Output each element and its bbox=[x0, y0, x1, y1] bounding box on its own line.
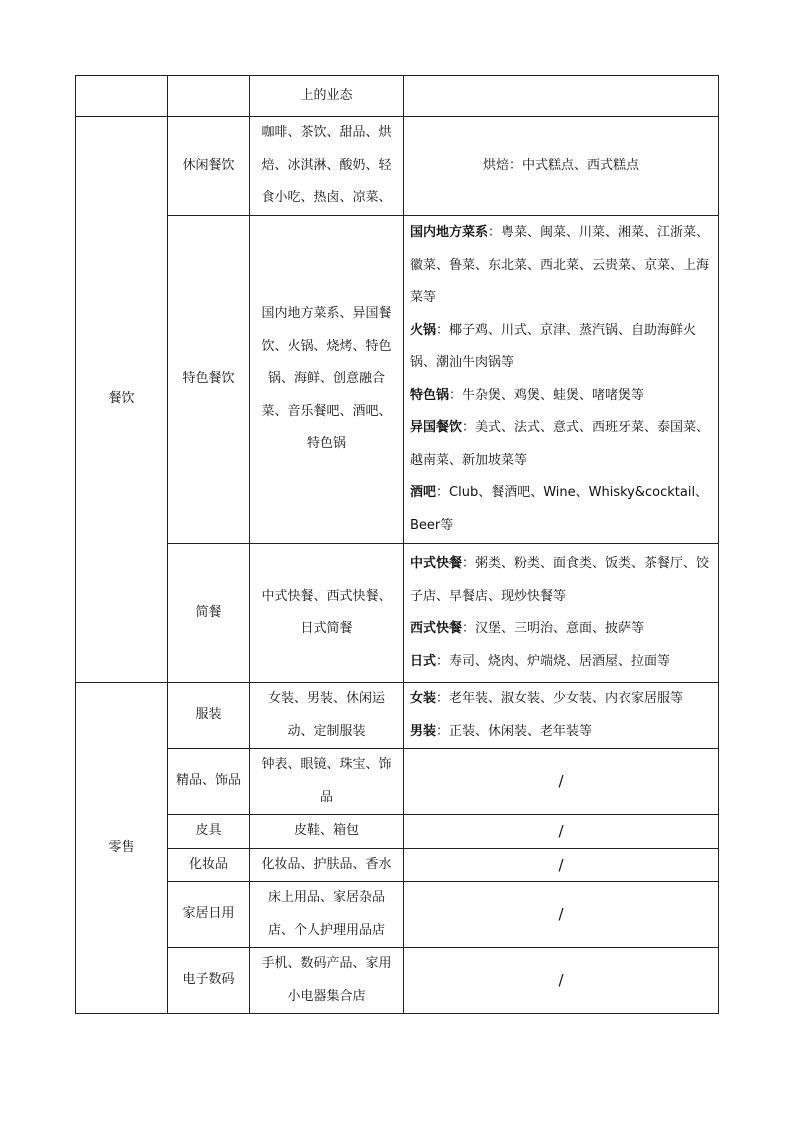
subcategory-cell: 简餐 bbox=[168, 544, 250, 683]
description-line bbox=[410, 613, 712, 646]
description-cell bbox=[404, 76, 719, 117]
description-cell: / bbox=[404, 749, 719, 815]
table-row bbox=[76, 948, 719, 1014]
description-line bbox=[410, 716, 712, 749]
description-line bbox=[410, 646, 712, 679]
scope-cell: 床上用品、家居杂品店、个人护理用品店 bbox=[250, 882, 404, 948]
description-cell: / bbox=[404, 815, 719, 849]
description-label: 异国餐饮 bbox=[410, 420, 463, 435]
description-text: ：汉堡、三明治、意面、披萨等 bbox=[462, 621, 645, 636]
description-line bbox=[410, 477, 712, 542]
table-row bbox=[76, 76, 719, 117]
description-cell: 烘焙：中式糕点、西式糕点 bbox=[404, 117, 719, 216]
table-row bbox=[76, 117, 719, 216]
subcategory-cell: 精品、饰品 bbox=[168, 749, 250, 815]
category-dining: 餐饮 bbox=[76, 117, 168, 683]
scope-cell: 手机、数码产品、家用小电器集合店 bbox=[250, 948, 404, 1014]
subcategory-cell: 家居日用 bbox=[168, 882, 250, 948]
subcategory-cell: 特色餐饮 bbox=[168, 216, 250, 544]
description-label: 日式 bbox=[410, 653, 437, 669]
description-text: ：牛杂煲、鸡煲、蛙煲、啫啫煲等 bbox=[449, 387, 645, 403]
subcategory-cell: 休闲餐饮 bbox=[168, 117, 250, 216]
description-text: ：粤菜、闽菜、川菜、湘菜、江浙菜、徽菜、鲁菜、东北菜、西北菜、云贵菜、京菜、上海菜等 bbox=[410, 225, 710, 305]
description-text: ：正装、休闲装、老年装等 bbox=[436, 723, 593, 739]
category-retail: 零售 bbox=[76, 683, 168, 1014]
description-line bbox=[410, 315, 712, 380]
description-text: ：粥类、粉类、面食类、饭类、茶餐厅、饺子店、早餐店、现炒快餐等 bbox=[410, 556, 710, 604]
description-label: 火锅 bbox=[410, 322, 437, 338]
subcategory-cell bbox=[168, 76, 250, 117]
scope-cell: 化妆品、护肤品、香水 bbox=[250, 848, 404, 882]
scope-cell: 女装、男装、休闲运动、定制服装 bbox=[250, 683, 404, 749]
business-format-table bbox=[75, 75, 719, 1014]
subcategory-cell: 电子数码 bbox=[168, 948, 250, 1014]
scope-cell: 咖啡、茶饮、甜品、烘焙、冰淇淋、酸奶、轻食小吃、热卤、凉菜、 bbox=[250, 117, 404, 216]
description-cell bbox=[404, 544, 719, 683]
table-row bbox=[76, 544, 719, 683]
description-label: 西式快餐 bbox=[410, 621, 463, 636]
scope-cell: 上的业态 bbox=[250, 76, 404, 117]
description-label: 特色锅 bbox=[410, 387, 450, 403]
description-line bbox=[410, 412, 712, 477]
table-row bbox=[76, 882, 719, 948]
scope-cell: 钟表、眼镜、珠宝、饰品 bbox=[250, 749, 404, 815]
table-row bbox=[76, 815, 719, 849]
subcategory-cell: 服装 bbox=[168, 683, 250, 749]
description-cell bbox=[404, 683, 719, 749]
description-line bbox=[410, 548, 712, 613]
table-row bbox=[76, 683, 719, 749]
table-row bbox=[76, 749, 719, 815]
description-label: 女装 bbox=[410, 691, 437, 706]
table-row bbox=[76, 216, 719, 544]
description-line bbox=[410, 683, 712, 716]
description-text: ：老年装、淑女装、少女装、内衣家居服等 bbox=[436, 691, 684, 706]
scope-cell: 皮鞋、箱包 bbox=[250, 815, 404, 849]
category-cell bbox=[76, 76, 168, 117]
description-label: 中式快餐 bbox=[410, 556, 463, 571]
description-text: ：寿司、烧肉、炉端烧、居酒屋、拉面等 bbox=[436, 653, 671, 669]
description-cell: / bbox=[404, 848, 719, 882]
scope-cell: 中式快餐、西式快餐、日式简餐 bbox=[250, 544, 404, 683]
description-text: ：Club、餐酒吧、Wine、Whisky&cocktail、Beer等 bbox=[410, 485, 709, 533]
description-text: ：椰子鸡、川式、京津、蒸汽锅、自助海鲜火锅、潮汕牛肉锅等 bbox=[410, 322, 697, 370]
description-cell: / bbox=[404, 948, 719, 1014]
scope-cell: 国内地方菜系、异国餐饮、火锅、烧烤、特色锅、海鲜、创意融合菜、音乐餐吧、酒吧、特色锅 bbox=[250, 216, 404, 544]
description-text: ：美式、法式、意式、西班牙菜、泰国菜、越南菜、新加坡菜等 bbox=[410, 420, 710, 468]
description-cell bbox=[404, 216, 719, 544]
description-label: 国内地方菜系 bbox=[410, 225, 489, 240]
description-line bbox=[410, 380, 712, 413]
subcategory-cell: 化妆品 bbox=[168, 848, 250, 882]
table-row bbox=[76, 848, 719, 882]
subcategory-cell: 皮具 bbox=[168, 815, 250, 849]
description-cell: / bbox=[404, 882, 719, 948]
description-line bbox=[410, 217, 712, 315]
description-label: 男装 bbox=[410, 723, 437, 739]
description-label: 酒吧 bbox=[410, 485, 437, 500]
